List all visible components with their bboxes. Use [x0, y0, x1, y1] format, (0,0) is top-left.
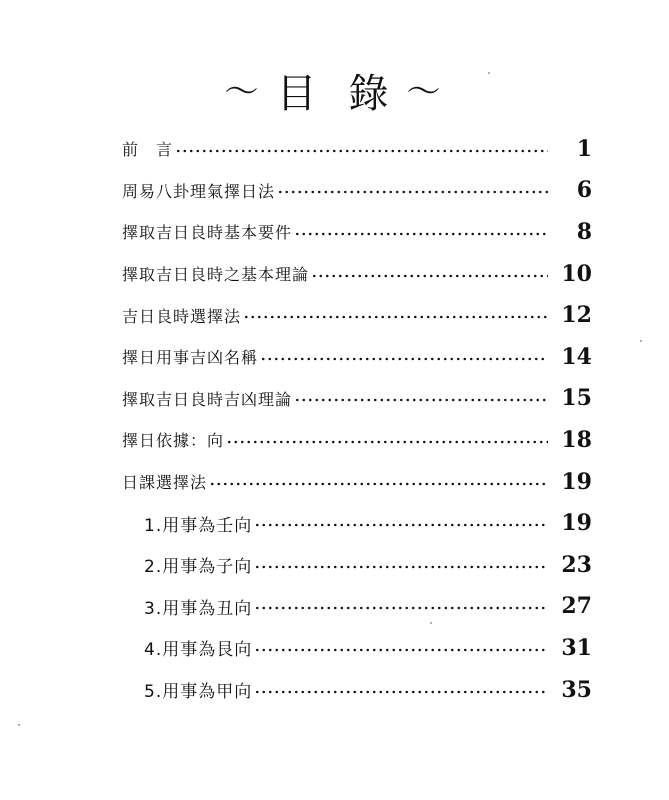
- toc-leader-dots: [294, 397, 548, 403]
- toc-entry: [122, 461, 592, 503]
- toc-leader-dots: [243, 314, 548, 320]
- toc-subentry: [122, 669, 592, 711]
- toc-subentry-label: 2.用事為子向: [144, 557, 253, 578]
- toc-page-number: 19: [561, 510, 592, 537]
- toc-entry: [122, 170, 592, 212]
- toc-page-number: 12: [561, 302, 592, 329]
- toc-subentry-label: 1.用事為壬向: [144, 515, 253, 536]
- toc-page-number: 35: [561, 676, 592, 703]
- toc-subentry: [122, 544, 592, 586]
- scan-speck: [430, 622, 432, 624]
- title-word-1: 目: [276, 71, 321, 117]
- toc-subentry-label: 3.用事為丑向: [144, 598, 253, 619]
- toc-entry-label: 擇取吉日良時之基本理論: [122, 265, 310, 285]
- scan-speck: [640, 340, 642, 342]
- toc-page-number: 23: [561, 551, 592, 578]
- toc-subentry: [122, 627, 592, 669]
- toc-entry-label: 周易八卦理氣擇日法: [122, 181, 276, 201]
- page-title: [0, 62, 669, 119]
- toc-entry: [122, 419, 592, 461]
- toc-entry-label: 擇取吉日良時基本要件: [122, 223, 293, 243]
- toc-leader-dots: [254, 647, 548, 653]
- toc-leader-dots: [277, 189, 548, 195]
- toc-entry: [122, 253, 592, 295]
- toc-page-number: 15: [561, 385, 592, 412]
- toc-page-number: 10: [561, 260, 592, 287]
- toc-entry-label: 日課選擇法: [122, 473, 208, 493]
- toc-subentry-label: 5.用事為甲向: [144, 682, 253, 703]
- toc-entry: [122, 378, 592, 420]
- scan-speck: [18, 724, 20, 726]
- toc-page-number: 8: [576, 218, 592, 245]
- title-word-2: 錄: [348, 71, 393, 117]
- toc-page-number: 6: [576, 177, 592, 204]
- toc-entry: [122, 211, 592, 253]
- toc-page-number: 31: [561, 634, 592, 661]
- toc-page-number: 14: [561, 343, 592, 370]
- toc-leader-dots: [311, 273, 548, 279]
- toc-leader-dots: [254, 605, 548, 611]
- toc-leader-dots: [175, 148, 548, 154]
- toc-leader-dots: [226, 439, 548, 445]
- toc-subentry: [122, 502, 592, 544]
- toc-leader-dots: [254, 689, 548, 695]
- toc-entry: [122, 294, 592, 336]
- title-tilde-left: 〜: [224, 72, 263, 112]
- toc-entry-label: 前 言: [122, 140, 174, 160]
- toc-leader-dots: [209, 481, 548, 487]
- toc-page-number: 27: [561, 593, 592, 620]
- toc-leader-dots: [254, 564, 548, 570]
- toc-leader-dots: [294, 231, 548, 237]
- toc-subentry-label: 4.用事為艮向: [144, 640, 253, 661]
- table-of-contents: [122, 128, 592, 710]
- toc-entry: [122, 128, 592, 170]
- toc-entry-label: 擇日用事吉凶名稱: [122, 348, 259, 368]
- toc-page-number: 1: [576, 135, 592, 162]
- toc-entry-label: 吉日良時選擇法: [122, 306, 242, 326]
- toc-leader-dots: [254, 522, 548, 528]
- title-tilde-right: 〜: [406, 72, 445, 112]
- scan-speck: [488, 72, 490, 74]
- toc-subentry: [122, 586, 592, 628]
- toc-leader-dots: [260, 356, 548, 362]
- toc-entry-label: 擇取吉日良時吉凶理論: [122, 389, 293, 409]
- toc-entry: [122, 336, 592, 378]
- toc-page-number: 18: [561, 426, 592, 453]
- toc-entry-label: 擇日依據：向: [122, 431, 225, 451]
- toc-page-number: 19: [561, 468, 592, 495]
